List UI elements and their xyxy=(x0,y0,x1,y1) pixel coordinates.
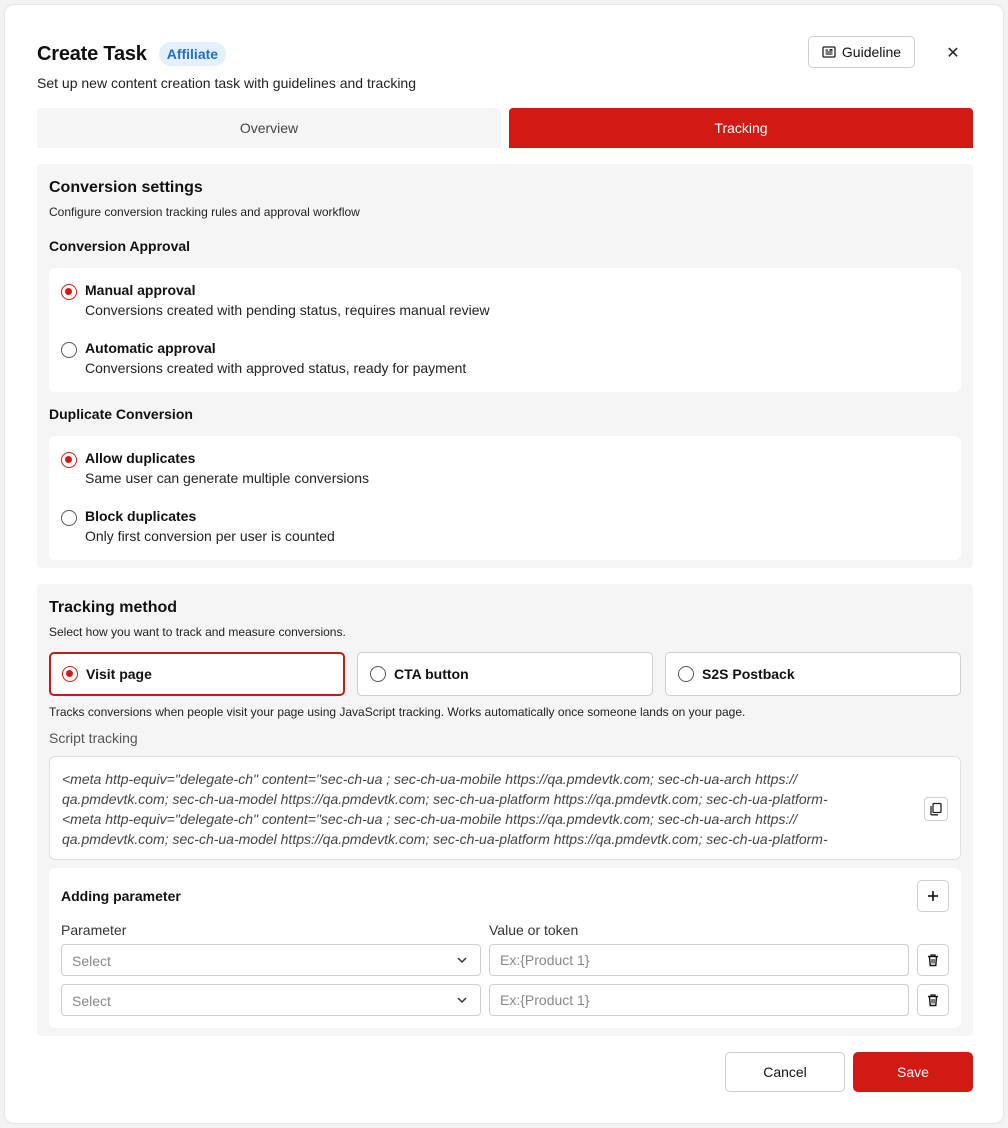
script-line: <meta http-equiv="delegate-ch" content="sec-ch-ua ; sec-ch-ua-mobile https://qa.pmdevtk.com; sec-ch-ua-arch https:// xyxy=(62,771,798,787)
allow-duplicates-radio[interactable] xyxy=(61,452,77,468)
conversion-settings-panel xyxy=(37,164,973,568)
conversion-approval-label: Conversion Approval xyxy=(49,238,191,254)
visit-page-option[interactable] xyxy=(49,652,345,696)
tracking-method-panel xyxy=(37,584,973,1036)
conversion-settings-title: Conversion settings xyxy=(49,179,203,196)
visit-page-description: Tracks conversions when people visit your page using JavaScript tracking. Works automatically once someone lands on your page. xyxy=(49,705,746,719)
parameter-select-placeholder: Select xyxy=(72,993,111,1009)
close-icon: ✕ xyxy=(946,45,960,62)
cta-button-option[interactable] xyxy=(357,652,653,696)
cancel-button[interactable]: Cancel xyxy=(725,1052,845,1092)
parameter-select[interactable] xyxy=(61,944,481,976)
conversion-settings-description: Configure conversion tracking rules and approval workflow xyxy=(49,205,360,219)
s2s-postback-option[interactable] xyxy=(665,652,961,696)
block-duplicates-label: Block duplicates xyxy=(85,508,197,524)
trash-icon xyxy=(926,993,940,1007)
tracking-method-description: Select how you want to track and measure conversions. xyxy=(49,625,346,639)
tracking-method-title: Tracking method xyxy=(49,599,178,616)
page-title: Create Task xyxy=(37,42,147,65)
script-line: qa.pmdevtk.com; sec-ch-ua-model https://qa.pmdevtk.com; sec-ch-ua-platform https://qa.pmdevtk.com; sec-ch-ua-platform- xyxy=(62,791,828,807)
automatic-approval-label: Automatic approval xyxy=(85,340,216,356)
automatic-approval-radio[interactable] xyxy=(61,342,77,358)
value-token-input[interactable] xyxy=(489,944,909,976)
tab-tracking[interactable]: Tracking xyxy=(509,108,973,148)
adding-parameter-title: Adding parameter xyxy=(61,888,181,904)
guideline-icon xyxy=(822,45,836,59)
cta-button-label: CTA button xyxy=(394,666,469,682)
adding-parameter-card xyxy=(49,868,961,1028)
parameter-column-label: Parameter xyxy=(61,922,127,938)
affiliate-badge: Affiliate xyxy=(159,42,226,66)
tracking-method-options xyxy=(49,652,961,696)
tab-bar xyxy=(37,108,973,148)
plus-icon xyxy=(927,890,939,902)
save-button[interactable]: Save xyxy=(853,1052,973,1092)
block-duplicates-radio[interactable] xyxy=(61,510,77,526)
delete-parameter-button[interactable] xyxy=(917,984,949,1016)
manual-approval-radio[interactable] xyxy=(61,284,77,300)
delete-parameter-button[interactable] xyxy=(917,944,949,976)
chevron-down-icon xyxy=(456,954,468,966)
allow-duplicates-description: Same user can generate multiple conversions xyxy=(85,470,370,486)
modal-header xyxy=(37,41,971,97)
copy-icon xyxy=(929,802,943,816)
manual-approval-label: Manual approval xyxy=(85,282,196,298)
duplicate-conversion-label: Duplicate Conversion xyxy=(49,406,193,422)
script-tracking-code xyxy=(62,769,912,853)
conversion-approval-options xyxy=(49,268,961,392)
close-button[interactable] xyxy=(941,41,965,65)
duplicate-conversion-options xyxy=(49,436,961,560)
script-line: qa.pmdevtk.com; sec-ch-ua-model https://qa.pmdevtk.com; sec-ch-ua-platform https://qa.pmdevtk.com; sec-ch-ua-platform- xyxy=(62,831,828,847)
add-parameter-button[interactable] xyxy=(917,880,949,912)
script-line: <meta http-equiv="delegate-ch" content="sec-ch-ua ; sec-ch-ua-mobile https://qa.pmdevtk.com; sec-ch-ua-arch https:// xyxy=(62,811,798,827)
trash-icon xyxy=(926,953,940,967)
manual-approval-description: Conversions created with pending status, requires manual review xyxy=(85,302,490,318)
tab-overview[interactable]: Overview xyxy=(37,108,501,148)
script-tracking-box[interactable] xyxy=(49,756,961,860)
parameter-select[interactable] xyxy=(61,984,481,1016)
copy-script-button[interactable] xyxy=(924,797,948,821)
value-token-input[interactable] xyxy=(489,984,909,1016)
allow-duplicates-label: Allow duplicates xyxy=(85,450,196,466)
page-subtitle: Set up new content creation task with guidelines and tracking xyxy=(37,75,417,91)
value-column-label: Value or token xyxy=(489,922,579,938)
cta-button-radio[interactable] xyxy=(370,666,386,682)
create-task-modal xyxy=(4,4,1004,1124)
script-tracking-label: Script tracking xyxy=(49,730,138,746)
visit-page-radio[interactable] xyxy=(62,666,78,682)
s2s-postback-label: S2S Postback xyxy=(702,666,795,682)
visit-page-label: Visit page xyxy=(86,666,152,682)
parameter-select-placeholder: Select xyxy=(72,953,111,969)
chevron-down-icon xyxy=(456,994,468,1006)
guideline-button[interactable] xyxy=(808,36,915,68)
s2s-postback-radio[interactable] xyxy=(678,666,694,682)
automatic-approval-description: Conversions created with approved status, ready for payment xyxy=(85,360,467,376)
guideline-label: Guideline xyxy=(841,44,902,60)
block-duplicates-description: Only first conversion per user is counted xyxy=(85,528,335,544)
